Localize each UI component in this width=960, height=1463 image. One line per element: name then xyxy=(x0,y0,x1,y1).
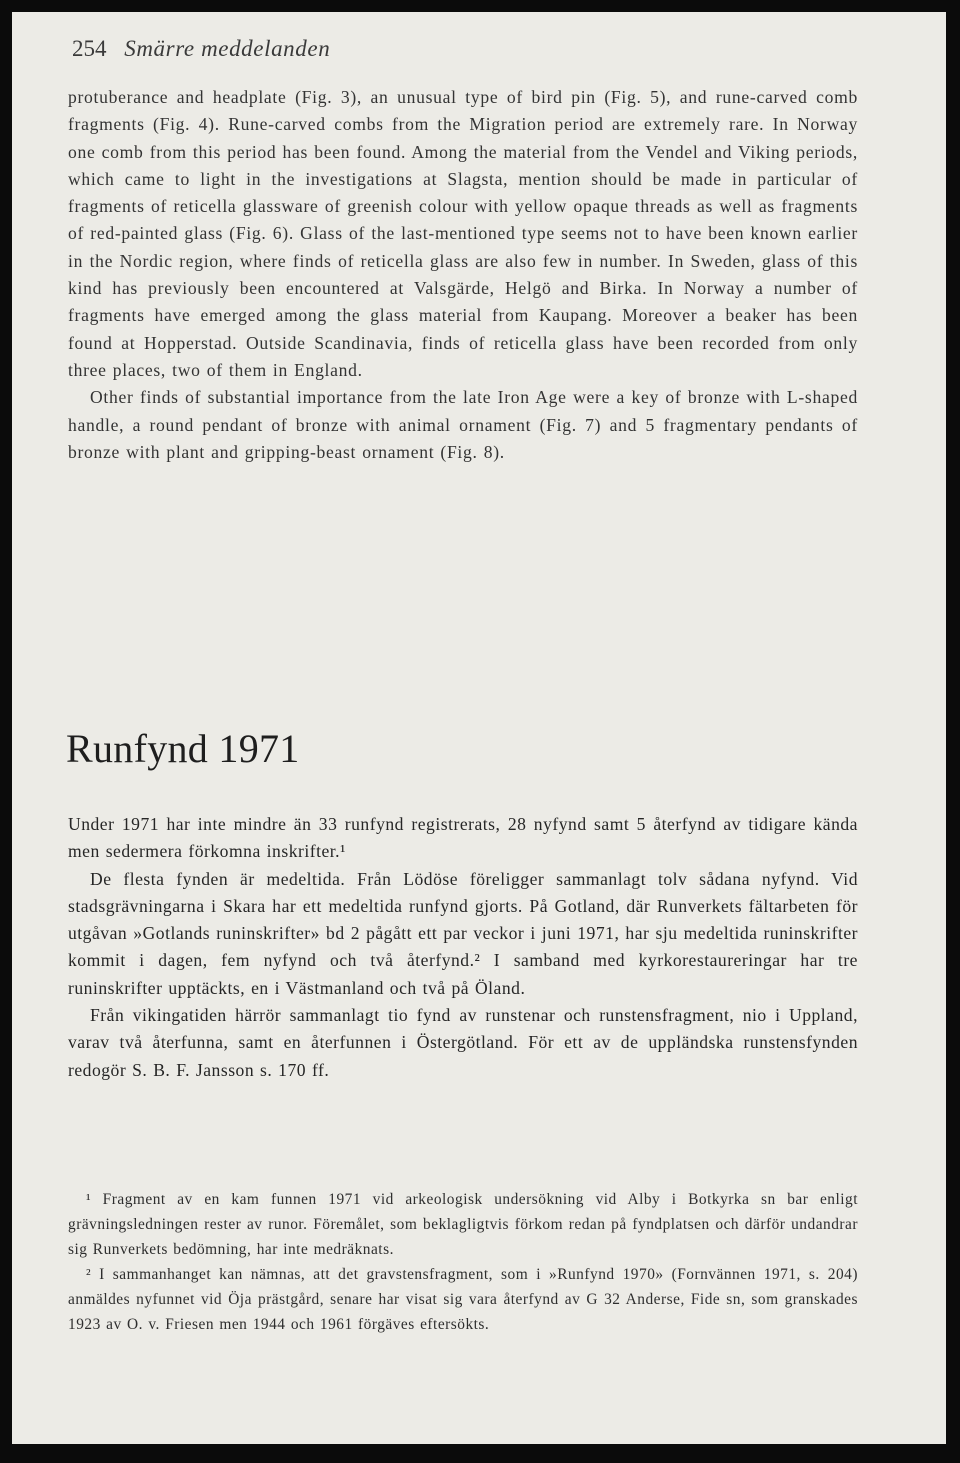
english-summary xyxy=(68,84,858,466)
article-paragraph: De flesta fynden är medeltida. Från Lödöse föreligger sammanlagt tolv sådana nyfynd. Vid stadsgrävningarna i Skara har ett medeltida runfynd gjorts. På Gotland, där Runverkets fältarbeten för utgåvan »Gotlands runinskrifter» bd 2 pågått ett par veckor i juni 1971, har sju medeltida runinskrifter kommit i dagen, fem nyfynd och två återfynd.² I samband med kyrkorestaureringar har tre runinskrifter upptäckts, en i Västmanland och två på Öland. xyxy=(68,868,858,998)
footnote: ¹ Fragment av en kam funnen 1971 vid arkeologisk undersökning vid Alby i Botkyrka sn bar enligt grävningsledningen rester av runor. Föremålet, som beklagligtvis förkom redan på fyndplatsen och därför undandrar sig Runverkets bedömning, har inte medräknats. xyxy=(68,1191,858,1258)
english-paragraph: Other finds of substantial importance from the late Iron Age were a key of bronze with L-shaped handle, a round pendant of bronze with animal ornament (Fig. 7) and 5 fragmentary pendants of bronze with plant and gripping-beast ornament (Fig. 8). xyxy=(68,387,858,462)
article-paragraph: Under 1971 har inte mindre än 33 runfynd registrerats, 28 nyfynd samt 5 återfynd av tidigare kända men sedermera förkomna inskrifter.¹ xyxy=(68,814,858,862)
english-paragraph: protuberance and headplate (Fig. 3), an unusual type of bird pin (Fig. 5), and rune-carved comb fragments (Fig. 4). Rune-carved combs from the Migration period are extremely rare. In Norway one comb from this period has been found. Among the material from the Vendel and Viking periods, which came to light in the investigations at Slagsta, mention should be made in particular of fragments of reticella glassware of greenish colour with yellow opaque threads as well as fragments of red-painted glass (Fig. 6). Glass of the last-mentioned type seems not to have been known earlier in the Nordic region, where finds of reticella glass are also few in number. In Sweden, glass of this kind has previously been encountered at Valsgärde, Helgö and Birka. In Norway a number of fragments have emerged among the glass material from Kaupang. Moreover a beaker has been found at Hopperstad. Outside Scandinavia, finds of reticella glass have been recorded from only three places, two of them in England. xyxy=(68,87,858,380)
article-body xyxy=(68,811,858,1084)
journal-page xyxy=(12,12,946,1444)
footnote: ² I sammanhanget kan nämnas, att det gravstensfragment, som i »Runfynd 1970» (Fornvännen 1971, s. 204) anmäldes nyfunnet vid Öja prästgård, senare har visat sig vara återfynd av G 32 Anderse, Fide sn, som granskades 1923 av O. v. Friesen men 1944 och 1961 förgäves eftersökts. xyxy=(68,1266,858,1333)
footnotes xyxy=(68,1187,858,1337)
article-paragraph: Från vikingatiden härrör sammanlagt tio fynd av runstenar och runstensfragment, nio i Uppland, varav två återfunna, samt en återfunnen i Östergötland. För ett av de uppländska runstensfynden redogör S. B. F. Jansson s. 170 ff. xyxy=(68,1005,858,1080)
running-header xyxy=(72,34,330,64)
article-title: Runfynd 1971 xyxy=(66,726,300,771)
section-title: Smärre meddelanden xyxy=(124,36,331,61)
page-number: 254 xyxy=(72,36,107,61)
